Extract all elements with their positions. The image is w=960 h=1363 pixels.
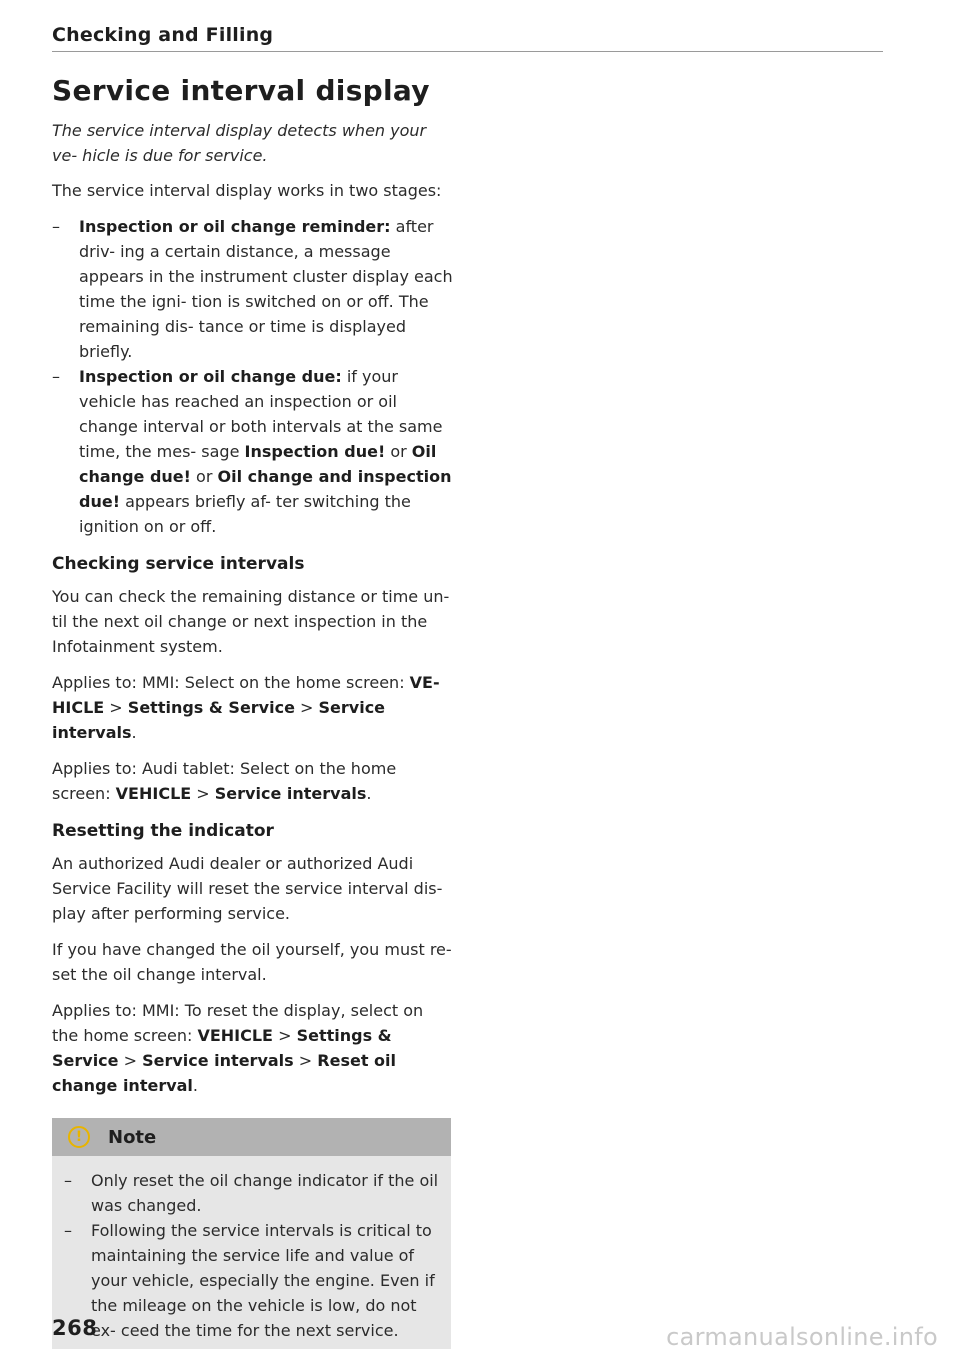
- note-list: [64, 1168, 439, 1343]
- checking-heading: Checking service intervals: [52, 554, 305, 574]
- stages-list: [52, 214, 454, 539]
- list-item: – Only reset the oil change indicator if the oil was changed.: [64, 1168, 439, 1218]
- main-column: [52, 72, 454, 1349]
- header-rule: [52, 51, 883, 52]
- page-number: 268: [52, 1316, 98, 1340]
- page-title: Service interval display: [52, 74, 430, 107]
- note-title: Note: [108, 1126, 157, 1148]
- intro-paragraph: The service interval display detects when your ve- hicle is due for service.: [52, 121, 427, 165]
- checking-tablet-path: Applies to: Audi tablet: Select on the home screen: VEHICLE > Service intervals.: [52, 759, 397, 803]
- resetting-paragraph-2: If you have changed the oil yourself, you must re- set the oil change interval.: [52, 940, 452, 984]
- note-header: [52, 1118, 451, 1156]
- note-box: [52, 1118, 451, 1349]
- note-body: [52, 1156, 451, 1349]
- exclamation-circle-icon: !: [68, 1126, 90, 1148]
- list-item: – Inspection or oil change reminder: after driv- ing a certain distance, a message appears in the instrument cluster display each time the igni- tion is switched on or off. The remaining dis- tance or time is displayed briefly.: [52, 214, 454, 364]
- stages-paragraph: The service interval display works in two stages:: [52, 181, 442, 200]
- running-header: Checking and Filling: [52, 24, 274, 46]
- resetting-heading: Resetting the indicator: [52, 821, 274, 841]
- watermark: carmanualsonline.info: [666, 1323, 938, 1351]
- resetting-paragraph-1: An authorized Audi dealer or authorized Audi Service Facility will reset the service interval dis- play after performing service.: [52, 854, 443, 923]
- list-item: – Following the service intervals is critical to maintaining the service life and value of your vehicle, especially the engine. Even if the mileage on the vehicle is low, do not ex- ceed the time for the next service.: [64, 1218, 439, 1343]
- resetting-mmi-path: Applies to: MMI: To reset the display, select on the home screen: VEHICLE > Settings & Service > Service intervals > Reset oil change interval.: [52, 1001, 424, 1095]
- checking-paragraph: You can check the remaining distance or time un- til the next oil change or next inspection in the Infotainment system.: [52, 587, 450, 656]
- checking-mmi-path: Applies to: MMI: Select on the home screen: VE- HICLE > Settings & Service > Service intervals.: [52, 673, 440, 742]
- list-item: – Inspection or oil change due: if your vehicle has reached an inspection or oil change interval or both intervals at the same time, the mes- sage Inspection due! or Oil change due! or Oil change and inspection due! appears briefly af- ter switching the ignition on or off.: [52, 364, 454, 539]
